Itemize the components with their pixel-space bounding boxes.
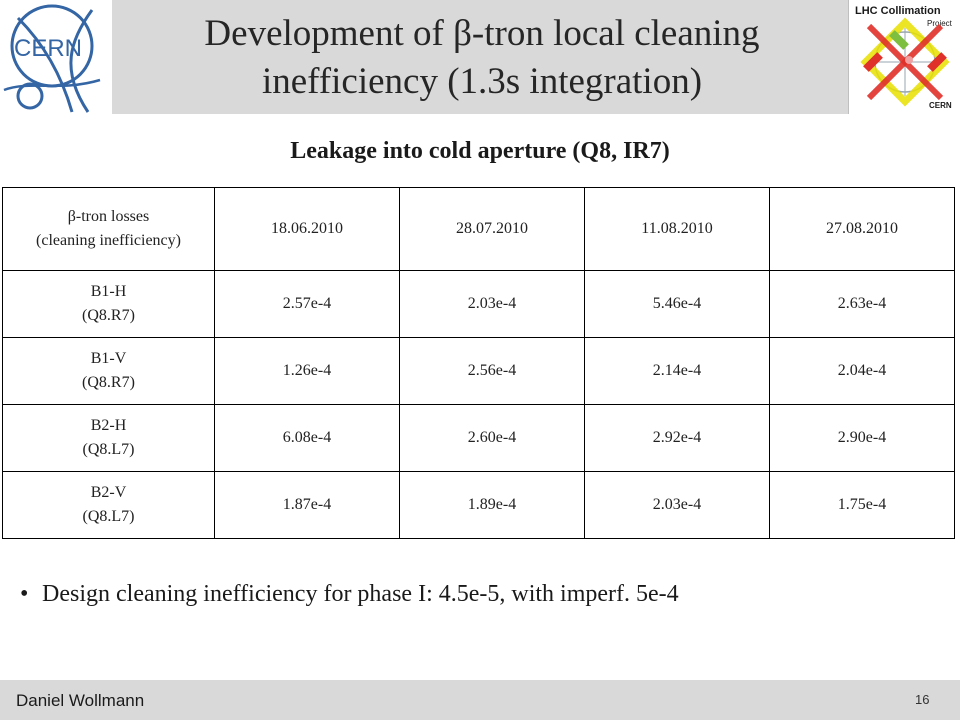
- value-cell: 2.04e-4: [770, 338, 955, 405]
- value-cell: 1.89e-4: [400, 472, 585, 539]
- value-cell: 2.92e-4: [585, 405, 770, 472]
- table-row: [3, 472, 955, 539]
- table-row: [3, 405, 955, 472]
- row-name: B1-H: [90, 283, 127, 300]
- row-label-cell: [3, 405, 215, 472]
- page-title: [128, 10, 836, 106]
- row-name: B2-V: [90, 484, 127, 501]
- footer-band: [0, 680, 960, 720]
- bullet-point: [20, 581, 940, 608]
- table-row: [3, 271, 955, 338]
- row-name: B2-H: [90, 417, 127, 434]
- header-band: [0, 0, 960, 114]
- row-name: B1-V: [90, 350, 127, 367]
- bullet-icon: •: [20, 581, 29, 607]
- page-number: 16: [915, 692, 930, 707]
- lhc-logo-subtitle: Project: [927, 19, 952, 28]
- page-title-line-2: inefficiency (1.3s integration): [261, 61, 703, 102]
- row-location: (Q8.L7): [82, 508, 135, 525]
- cleaning-inefficiency-table: [2, 187, 955, 539]
- cern-logo: [0, 0, 112, 114]
- row-label-cell: [3, 338, 215, 405]
- value-cell: 2.56e-4: [400, 338, 585, 405]
- value-cell: 6.08e-4: [215, 405, 400, 472]
- lhc-logo-title: LHC Collimation: [855, 5, 941, 17]
- header-date-cell: 27.08.2010: [770, 188, 955, 271]
- value-cell: 2.90e-4: [770, 405, 955, 472]
- value-cell: 2.63e-4: [770, 271, 955, 338]
- value-cell: 2.03e-4: [400, 271, 585, 338]
- row-location: (Q8.R7): [82, 374, 135, 391]
- header-date-cell: 18.06.2010: [215, 188, 400, 271]
- lhc-collimation-icon: [849, 0, 960, 114]
- value-cell: 1.87e-4: [215, 472, 400, 539]
- page-title-line-1: Development of β-tron local cleaning: [204, 13, 760, 54]
- row-location: (Q8.L7): [82, 441, 135, 458]
- footer-author: Daniel Wollmann: [16, 691, 145, 710]
- cern-logo-text: CERN: [13, 35, 83, 62]
- lhc-logo-org: CERN: [929, 101, 952, 110]
- row-location: (Q8.R7): [82, 307, 135, 324]
- row-label-cell: [3, 271, 215, 338]
- slide-subtitle: Leakage into cold aperture (Q8, IR7): [290, 138, 670, 164]
- value-cell: 5.46e-4: [585, 271, 770, 338]
- header-label-line-2: (cleaning inefficiency): [36, 232, 181, 249]
- cern-logo-icon: [0, 0, 112, 114]
- table-row: [3, 338, 955, 405]
- bullet-text: Design cleaning inefficiency for phase I: 4.5e-5, with imperf. 5e-4: [42, 581, 679, 607]
- value-cell: 2.60e-4: [400, 405, 585, 472]
- value-cell: 2.14e-4: [585, 338, 770, 405]
- value-cell: 1.75e-4: [770, 472, 955, 539]
- header-date-cell: 28.07.2010: [400, 188, 585, 271]
- lhc-collimation-logo: [848, 0, 960, 114]
- value-cell: 2.03e-4: [585, 472, 770, 539]
- value-cell: 2.57e-4: [215, 271, 400, 338]
- row-label-cell: [3, 472, 215, 539]
- value-cell: 1.26e-4: [215, 338, 400, 405]
- header-date-cell: 11.08.2010: [585, 188, 770, 271]
- header-label-cell: [3, 188, 215, 271]
- header-label-line-1: β-tron losses: [67, 208, 150, 225]
- table-header-row: [3, 188, 955, 271]
